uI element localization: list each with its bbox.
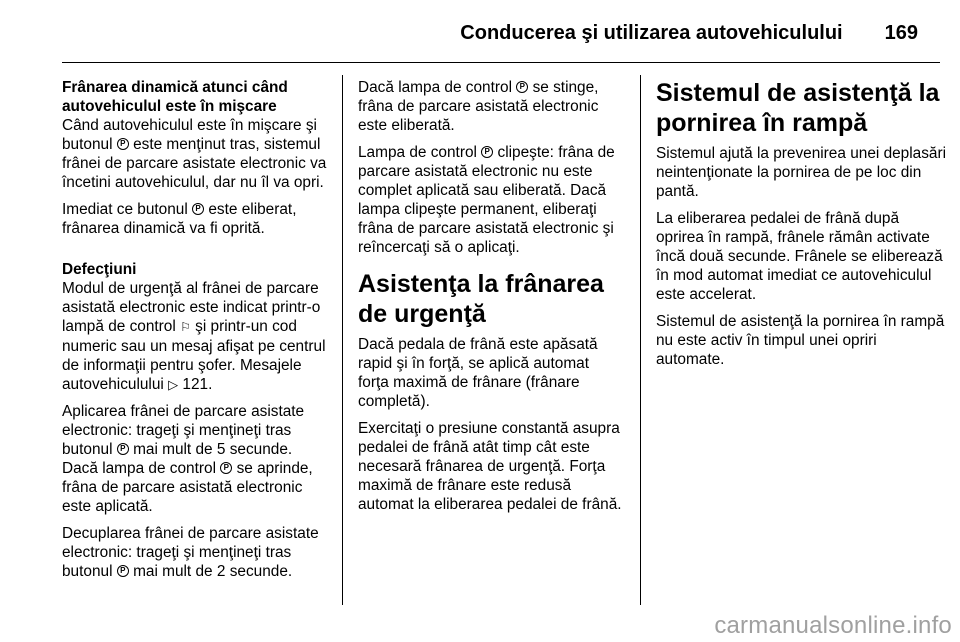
paragraph: Modul de urgenţă al frânei de parcare asistată electronic este indicat printr-o lampă de control ⚐ şi printr-un cod numeric sau un mesaj afişat pe centrul de informaţii pentru şofer. Mesajele autovehiculului ▷ 121. [62, 280, 326, 393]
paragraph: Decuplarea frânei de parcare asistate electronic: trageţi şi menţineţi tras butonul P mai mult de 2 secunde. [62, 524, 330, 581]
paragraph: Când autovehiculul este în mişcare şi butonul P este menţinut tras, sistemul frânei de parcare asistate electronic va încetini autovehiculul, dar nu îl va opri. [62, 116, 330, 192]
paragraph: Dacă pedala de frână este apăsată rapid şi în forţă, se aplică automat forţa maximă de frânare (frânare completă). [358, 336, 598, 410]
column-divider [342, 75, 343, 605]
column-right [656, 78, 948, 377]
paragraph: Sistemul ajută la prevenirea unei deplasări neintenţionate la pornirea de pe loc din pantă. [656, 145, 947, 200]
parking-brake-icon [117, 138, 129, 150]
header-rule [62, 62, 940, 63]
paragraph: Aplicarea frânei de parcare asistate electronic: trageţi şi menţineţi tras butonul P mai mult de 5 secunde. Dacă lampa de control P se aprinde, frâna de parcare asistată electronic este aplicată. [62, 402, 330, 516]
column-middle [358, 78, 622, 522]
brake-fault-icon: ⚐ [180, 320, 191, 334]
section-heading: Sistemul de asistenţă la pornirea în rampă [656, 79, 940, 137]
paragraph: Dacă lampa de control P se stinge, frâna de parcare asistată electronic este eliberată. [358, 78, 622, 135]
paragraph: Sistemul de asistenţă la pornirea în rampă nu este activ în timpul unei opriri automate. [656, 313, 945, 368]
paragraph: La eliberarea pedalei de frână după oprirea în rampă, frânele rămân activate încă două secunde. Frânele se eliberează în mod automat imediat ce autovehiculul este accelerat. [656, 210, 943, 303]
dynamic-braking-heading: Frânarea dinamică atunci când autovehiculul este în mişcare [62, 79, 288, 115]
column-divider [640, 75, 641, 605]
faults-heading: Defecţiuni [62, 261, 137, 278]
parking-brake-icon [220, 462, 232, 474]
page-number: 169 [884, 22, 918, 44]
paragraph: Lampa de control P clipeşte: frâna de parcare asistată electronic nu este complet aplicată sau eliberată. Dacă lampa clipeşte permanent, eliberaţi frâna de parcare asistată electronic şi reîncercaţi să o aplicaţi. [358, 143, 622, 257]
column-left [62, 78, 330, 589]
paragraph: Imediat ce butonul P este eliberat, frânarea dinamică va fi oprită. [62, 200, 330, 238]
page-reference[interactable]: 121. [182, 376, 213, 393]
page-header [460, 22, 918, 52]
parking-brake-icon [192, 203, 204, 215]
parking-brake-icon [117, 443, 129, 455]
section-heading: Asistenţa la frânarea de urgenţă [358, 270, 604, 328]
page-title: Conducerea şi utilizarea autovehiculului [460, 22, 843, 44]
watermark: carmanualsonline.info [714, 612, 952, 639]
paragraph: Exercitaţi o presiune constantă asupra pedalei de frână atât timp cât este necesară frânarea de urgenţă. Forţa maximă de frânare este redusă automat la eliberarea pedalei de frână. [358, 420, 622, 513]
reference-arrow-icon: ▷ [168, 377, 179, 392]
parking-brake-icon [516, 81, 528, 93]
parking-brake-icon [117, 565, 129, 577]
parking-brake-icon [481, 146, 493, 158]
